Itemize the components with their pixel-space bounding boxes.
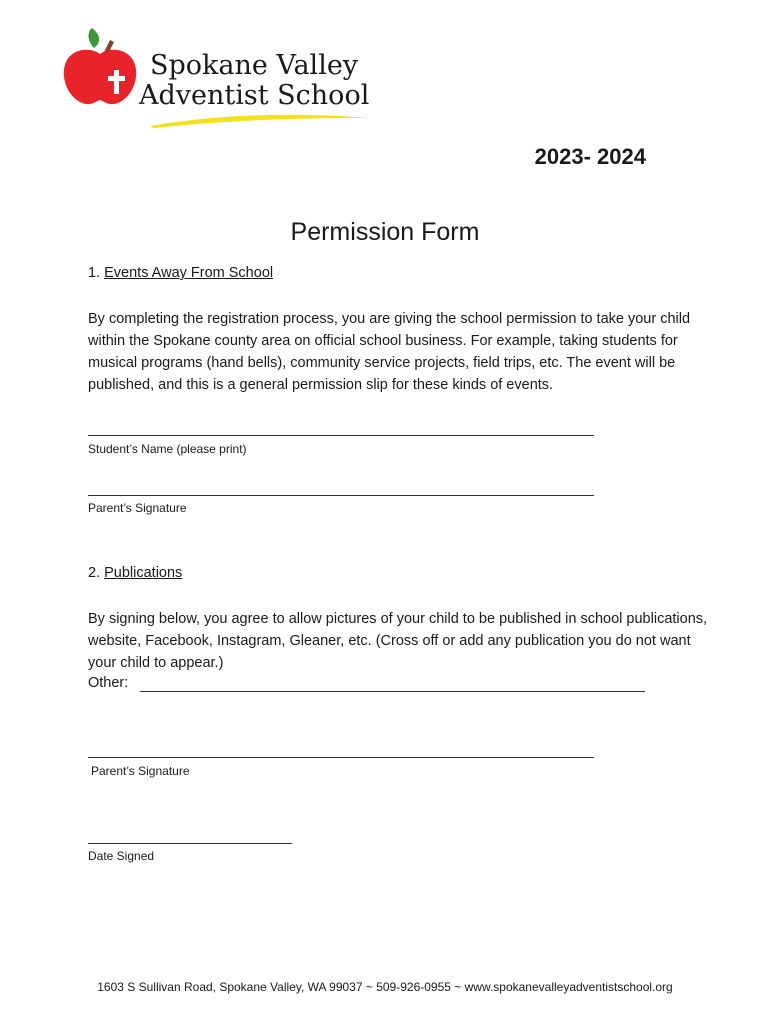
page-title: Permission Form <box>290 218 480 246</box>
footer-address: 1603 S Sullivan Road, Spokane Valley, WA 99037 ~ 509-926-0955 ~ www.spokanevalleyadventistschool.org <box>97 980 673 994</box>
other-line[interactable] <box>140 691 645 692</box>
date-signed-label: Date Signed <box>88 849 155 863</box>
parent-signature-label-1: Parent’s Signature <box>88 501 187 515</box>
logo-swoosh <box>148 110 370 130</box>
date-signed-line[interactable] <box>88 843 292 844</box>
student-name-line[interactable] <box>88 435 594 436</box>
section1-body: By completing the registration process, you are giving the school permission to take your child within the Spokane county area on official school business. For example, taking students for musical programs (hand bells), community service projects, field trips, etc. The event will be published, and this is a general permission slip for these kinds of events. <box>88 311 691 393</box>
logo-text-line1: Spokane Valley <box>150 50 359 81</box>
parent-signature-line-2[interactable] <box>88 757 594 758</box>
parent-signature-label-2: Parent’s Signature <box>91 764 190 778</box>
parent-signature-line-1[interactable] <box>88 495 594 496</box>
student-name-label: Student’s Name (please print) <box>88 442 247 456</box>
logo-text-line2: Adventist School <box>139 80 370 111</box>
section2-heading-text: Publications <box>104 565 183 581</box>
other-label: Other: <box>88 675 129 691</box>
section2-body: By signing below, you agree to allow pictures of your child to be published in school publications, website, Facebook, Instagram, Gleaner, etc. (Cross off or add any publication you do not want your child to appear.) <box>88 611 708 671</box>
section2-number: 2. <box>88 565 101 581</box>
section1-number: 1. <box>88 265 101 281</box>
school-logo-apple <box>60 26 140 110</box>
section1-heading <box>88 265 273 281</box>
section2-heading <box>88 565 182 581</box>
school-year: 2023- 2024 <box>534 144 646 169</box>
section1-heading-text: Events Away From School <box>104 265 274 281</box>
